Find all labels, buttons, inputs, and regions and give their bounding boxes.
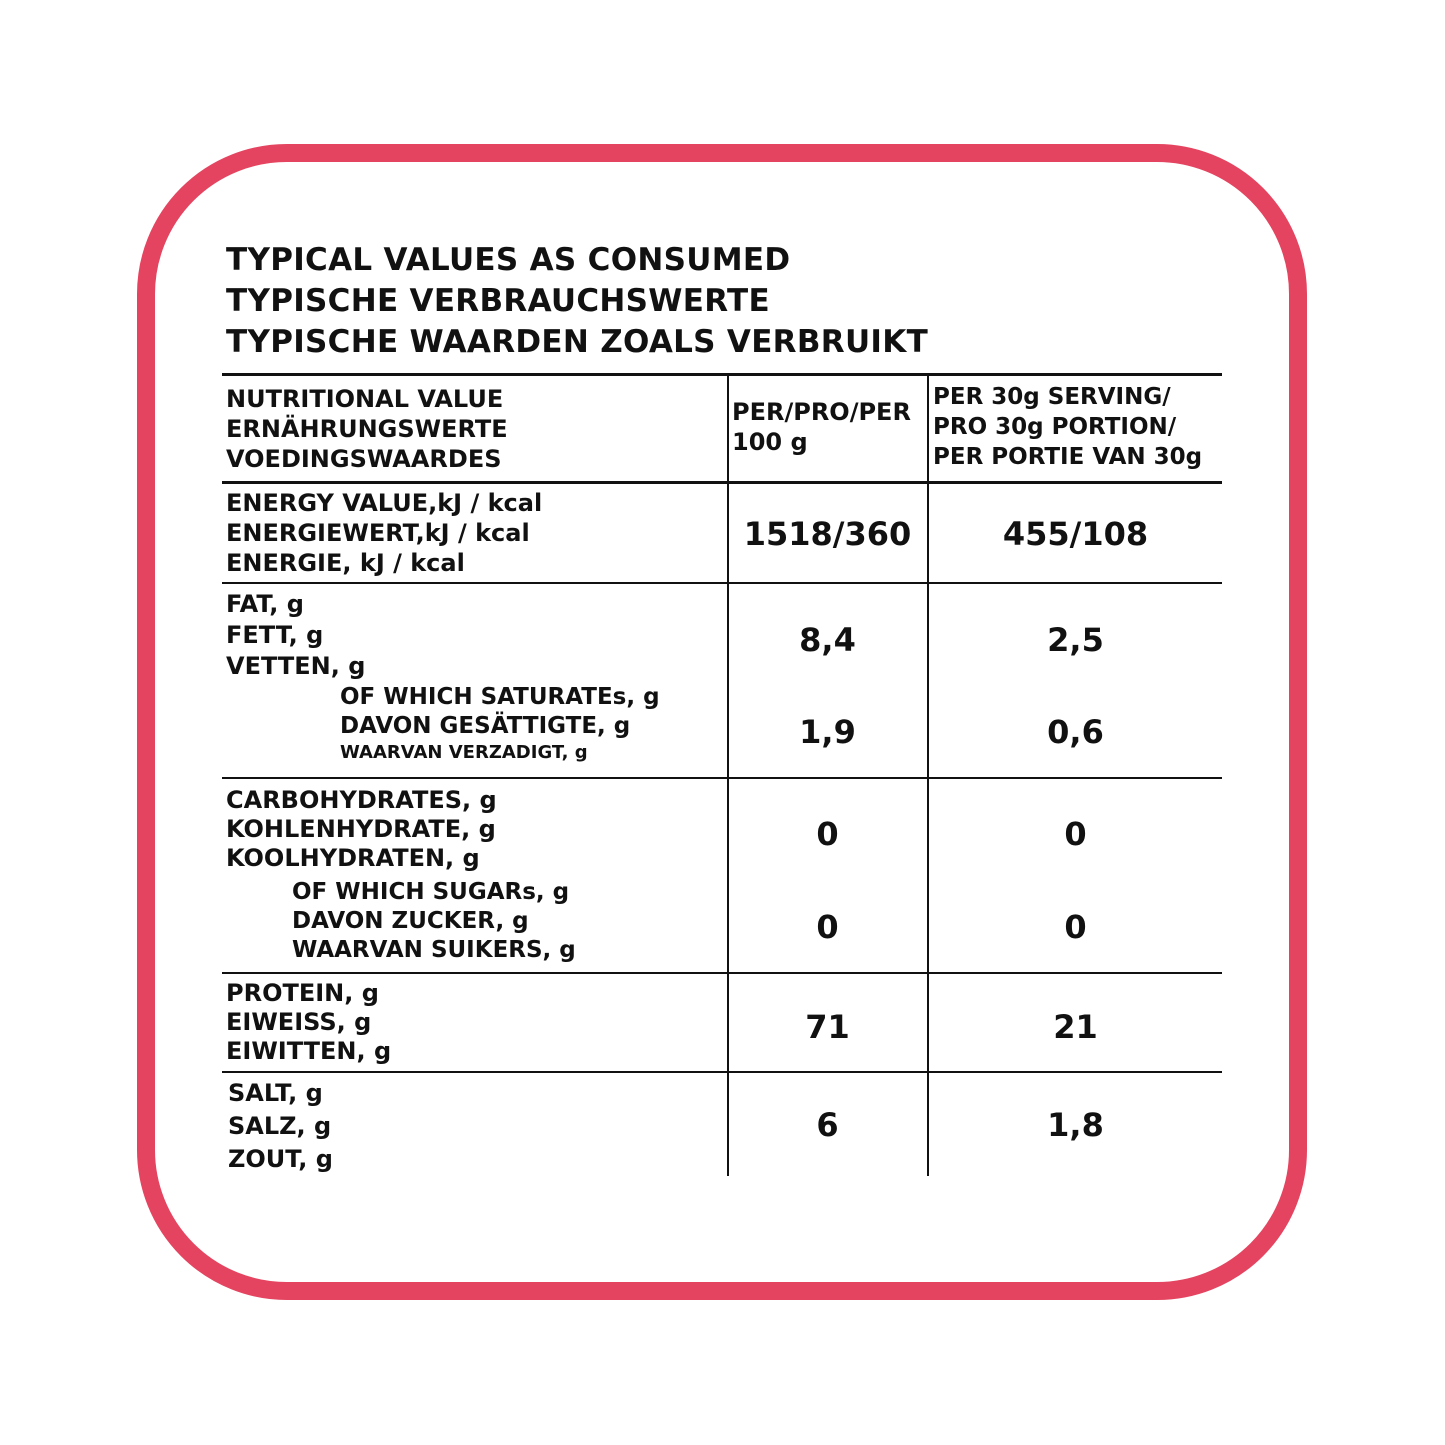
title-line-nl: TYPISCHE WAARDEN ZOALS VERBRUIKT bbox=[226, 324, 929, 360]
salt-per-30g: 1,8 bbox=[1047, 1106, 1104, 1144]
title-line-en: TYPICAL VALUES AS CONSUMED bbox=[226, 242, 791, 278]
energy-label: ENERGY VALUE,kJ / kcal ENERGIEWERT,kJ / kcal ENERGIE, kJ / kcal bbox=[226, 489, 543, 577]
protein-per-100g: 71 bbox=[805, 1008, 850, 1046]
saturates-per-30g: 0,6 bbox=[1047, 713, 1104, 751]
table-title bbox=[226, 240, 928, 363]
sugars-per-100g: 0 bbox=[816, 908, 839, 946]
carbohydrates-per-30g: 0 bbox=[1064, 815, 1087, 853]
carbohydrates-label: CARBOHYDRATES, g KOHLENHYDRATE, g KOOLHYDRATEN, g bbox=[226, 786, 497, 872]
title-line-de: TYPISCHE VERBRAUCHSWERTE bbox=[226, 283, 770, 319]
column-divider-1 bbox=[727, 376, 729, 1176]
salt-label: SALT, g SALZ, g ZOUT, g bbox=[228, 1079, 333, 1173]
fat-per-100g: 8,4 bbox=[799, 621, 856, 659]
header-per-30g-serving: PER 30g SERVING/ PRO 30g PORTION/ PER PORTIE VAN 30g bbox=[933, 384, 1203, 470]
protein-label: PROTEIN, g EIWEISS, g EIWITTEN, g bbox=[226, 979, 392, 1065]
fat-label: FAT, g FETT, g VETTEN, g bbox=[226, 590, 366, 680]
row-divider-protein bbox=[222, 1071, 1222, 1073]
sugars-per-30g: 0 bbox=[1064, 908, 1087, 946]
saturates-label: OF WHICH SATURATEs, g DAVON GESÄTTIGTE, g WAARVAN VERZADIGT, g bbox=[340, 684, 660, 763]
header-nutritional-value: NUTRITIONAL VALUE ERNÄHRUNGSWERTE VOEDINGSWAARDES bbox=[226, 385, 508, 473]
table-top-rule bbox=[222, 373, 1222, 376]
saturates-per-100g: 1,9 bbox=[799, 713, 856, 751]
column-divider-2 bbox=[927, 376, 929, 1176]
energy-per-100g: 1518/360 bbox=[743, 515, 912, 553]
energy-per-30g: 455/108 bbox=[1002, 515, 1149, 553]
sugars-label: OF WHICH SUGARs, g DAVON ZUCKER, g WAARVAN SUIKERS, g bbox=[292, 879, 576, 963]
fat-per-30g: 2,5 bbox=[1047, 621, 1104, 659]
row-divider-energy bbox=[222, 582, 1222, 584]
salt-per-100g: 6 bbox=[816, 1106, 839, 1144]
header-per-100g: PER/PRO/PER 100 g bbox=[732, 398, 911, 456]
row-divider-fat bbox=[222, 777, 1222, 779]
header-bottom-rule bbox=[222, 481, 1222, 484]
row-divider-carbohydrates bbox=[222, 972, 1222, 974]
protein-per-30g: 21 bbox=[1053, 1008, 1098, 1046]
carbohydrates-per-100g: 0 bbox=[816, 815, 839, 853]
